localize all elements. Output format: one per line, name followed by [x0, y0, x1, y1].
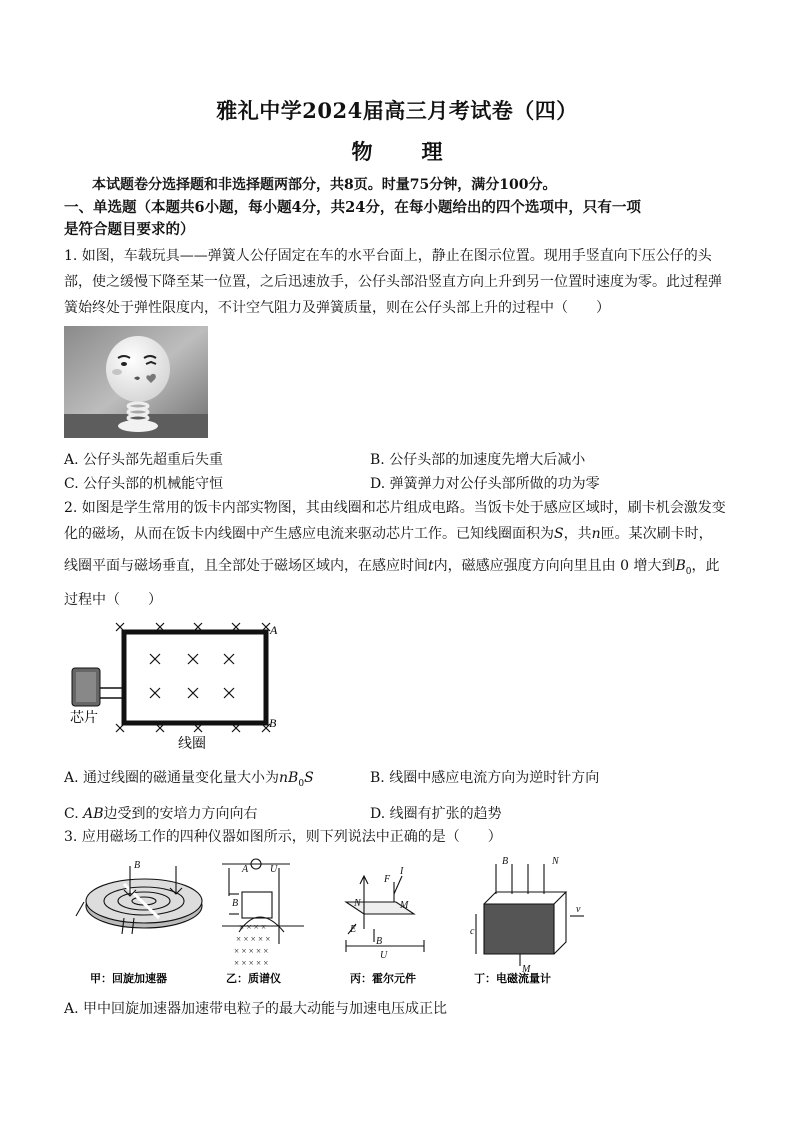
- svg-text:N: N: [354, 898, 361, 909]
- q2-option-d[interactable]: D. 线圈有扩张的趋势: [370, 806, 502, 822]
- q2-coil-figure: [64, 618, 304, 758]
- q2-stem-line4: 过程中（ ）: [64, 592, 162, 608]
- q2-stem-line3: 线圈平面与磁场垂直，且全部处于磁场区域内，在感应时间t内，磁感应强度方向向里且由 0 增大到$B_0$，此: [64, 558, 720, 577]
- q1-option-b[interactable]: B. 公仔头部的加速度先增大后减小: [370, 452, 586, 468]
- svg-text:v: v: [576, 904, 581, 915]
- q2-option-b[interactable]: B. 线圈中感应电流方向为逆时针方向: [370, 770, 600, 786]
- exam-title: 雅礼中学2024届高三月考试卷（四）: [216, 98, 578, 123]
- section-heading: 一、单选题（本题共6小题，每小题4分，共24分，在每小题给出的四个选项中，只有一项: [64, 199, 641, 216]
- svg-text:× × × × ×: × × × × ×: [234, 958, 269, 968]
- svg-text:A: A: [242, 864, 249, 875]
- svg-text:N: N: [552, 856, 559, 867]
- svg-text:I: I: [400, 866, 404, 877]
- caption-cyclotron: 甲：回旋加速器: [90, 972, 167, 985]
- caption-mass-spectrometer: 乙：质谱仪: [226, 972, 281, 985]
- section-heading-cont: 是符合题目要求的）: [64, 221, 195, 238]
- q2-option-c[interactable]: C. AB边受到的安培力方向向右: [64, 806, 258, 822]
- q2-stem-line2: 化的磁场，从而在饭卡内线圈中产生感应电流来驱动芯片工作。已知线圈面积为S，共n匝。某次刷卡时，: [64, 526, 713, 542]
- q2-stem-line1: 2. 如图是学生常用的饭卡内部实物图，其由线圈和芯片组成电路。当饭卡处于感应区域时，刷卡机会激发变: [64, 500, 726, 516]
- subject-title: 物 理: [351, 139, 457, 164]
- svg-text:U: U: [270, 864, 278, 875]
- svg-text:× × × ×: × × × ×: [239, 922, 267, 932]
- q1-option-c[interactable]: C. 公仔头部的机械能守恒: [64, 476, 224, 492]
- q3-stem: 3. 应用磁场工作的四种仪器如图所示，则下列说法中正确的是（ ）: [64, 829, 502, 845]
- svg-text:M: M: [522, 964, 531, 975]
- svg-text:B: B: [376, 936, 383, 947]
- caption-flowmeter: 丁：电磁流量计: [474, 972, 551, 985]
- q2-option-a[interactable]: A. 通过线圈的磁通量变化量大小为$nB_0S$: [64, 770, 314, 789]
- coil-label-a: A: [270, 623, 278, 637]
- q1-option-a[interactable]: A. 公仔头部先超重后失重: [64, 452, 224, 468]
- svg-text:B: B: [232, 898, 239, 909]
- svg-text:M: M: [400, 900, 409, 911]
- svg-text:B: B: [502, 856, 509, 867]
- q1-stem-line1: 1. 如图，车载玩具——弹簧人公仔固定在车的水平台面上，静止在图示位置。现用手竖直向下压公仔的头: [64, 248, 712, 264]
- q3-instruments-figure: [64, 854, 594, 994]
- q3-option-a[interactable]: A. 甲中回旋加速器加速带电粒子的最大动能与加速电压成正比: [64, 1001, 448, 1017]
- coil-label-b: B: [269, 716, 277, 730]
- exam-intro: 本试题卷分选择题和非选择题两部分，共8页。时量75分钟，满分100分。: [92, 177, 557, 193]
- svg-text:× × × × ×: × × × × ×: [236, 934, 271, 944]
- svg-text:F: F: [384, 874, 391, 885]
- svg-text:U: U: [380, 950, 388, 961]
- q1-toy-photo: [64, 326, 208, 438]
- svg-text:× × × × ×: × × × × ×: [234, 946, 269, 956]
- svg-text:c: c: [470, 926, 475, 937]
- coil-caption: 线圈: [178, 736, 206, 752]
- svg-text:E: E: [350, 924, 357, 935]
- q1-stem-line2: 部，使之缓慢下降至某一位置，之后迅速放手，公仔头部沿竖直方向上升到另一位置时速度为零。此过程弹: [64, 274, 722, 290]
- q1-stem-line3: 簧始终处于弹性限度内，不计空气阻力及弹簧质量，则在公仔头部上升的过程中（ ）: [64, 300, 610, 316]
- chip-label: 芯片: [70, 710, 98, 726]
- svg-text:B: B: [134, 860, 141, 871]
- caption-hall-element: 丙：霍尔元件: [350, 972, 416, 985]
- q1-option-d[interactable]: D. 弹簧弹力对公仔头部所做的功为零: [370, 476, 600, 492]
